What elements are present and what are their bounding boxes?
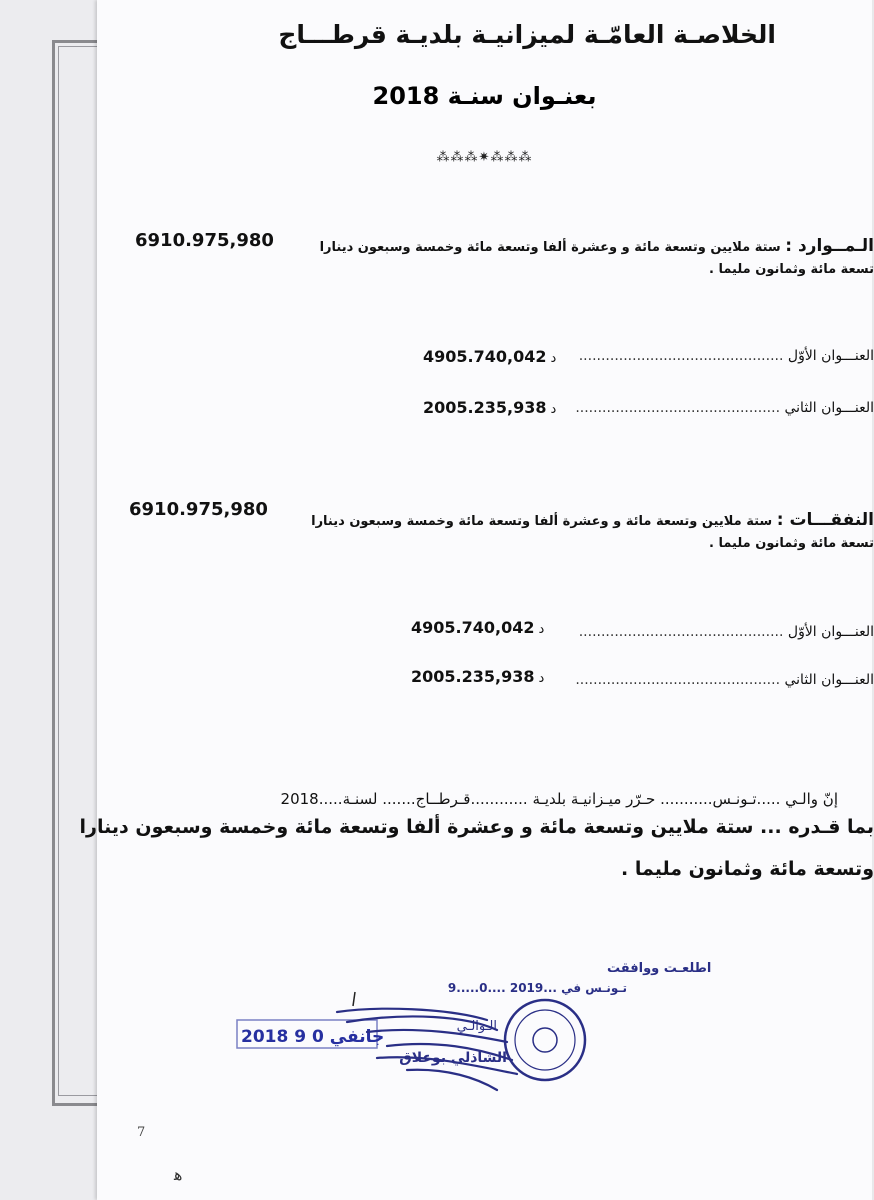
date-stamp-text: 2018 جانفي 0 9 bbox=[241, 1027, 385, 1047]
row-label: العنـــوان الأوّل bbox=[787, 624, 874, 640]
amount-value: 4905.740,042 bbox=[411, 618, 535, 637]
row-leader: .............................................. bbox=[578, 624, 784, 640]
row-leader: .............................................. bbox=[575, 400, 781, 416]
approval-date: تـونـس في ...2019 ....0.....9 bbox=[447, 981, 627, 995]
expenses-text-continued: تسعة مائة وثمانون مليما . bbox=[708, 536, 874, 551]
conclusion-line-2: بما قـدره ... ستة ملايين وتسعة مائة و وعشرة ألفا وتسعة مائة وخمسة وسبعون دينارا bbox=[79, 816, 874, 838]
expenses-label: النفقـــات : bbox=[776, 510, 874, 530]
approval-stamp bbox=[448, 961, 711, 996]
currency-symbol: د bbox=[538, 671, 545, 686]
row-label: العنـــوان الأوّل bbox=[787, 348, 874, 364]
conclusion-line-1: إنّ والـي .....تـونـس........... حـرّر ميـزانيـة بلديـة ............قـرطــاج....... لسنـة.....2018 bbox=[280, 790, 838, 808]
signer-role: الـوالـي bbox=[456, 1019, 497, 1034]
expenses-line bbox=[311, 510, 874, 530]
resources-row-1 bbox=[579, 348, 874, 364]
document-subtitle: بعنـوان سنـة 2018 bbox=[372, 82, 597, 110]
amount-value: 2005.235,938 bbox=[411, 667, 535, 686]
currency-symbol: د bbox=[550, 402, 557, 417]
expenses-total: 6910.975,980 bbox=[129, 499, 268, 520]
bottom-mark: ﻫ bbox=[174, 1165, 183, 1184]
official-seal bbox=[505, 1000, 585, 1080]
expenses-row-1 bbox=[579, 624, 874, 640]
resources-row-2-amount bbox=[423, 398, 556, 417]
currency-symbol: د bbox=[538, 622, 545, 637]
conclusion-line-3: وتسعة مائة وثمانون مليما . bbox=[621, 858, 874, 880]
document-sheet bbox=[79, 0, 874, 1200]
resources-row-2 bbox=[575, 400, 874, 416]
resources-row-1-amount bbox=[423, 347, 556, 366]
resources-line bbox=[320, 236, 874, 256]
signer-name: الشاذلي بوعلاق bbox=[399, 1050, 507, 1066]
row-label: العنـــوان الثاني bbox=[784, 400, 874, 416]
resources-label: الـمــوارد : bbox=[785, 236, 874, 256]
amount-value: 2005.235,938 bbox=[423, 398, 547, 417]
expenses-row-2-amount bbox=[411, 667, 544, 686]
expenses-text: ستة ملايين وتسعة مائة و وعشرة ألفا وتسعة مائة وخمسة وسبعون دينارا bbox=[311, 514, 773, 529]
page-number: 7 bbox=[137, 1125, 146, 1140]
ornament-divider: ⁂⁂⁂✷⁂⁂⁂ bbox=[436, 150, 533, 165]
resources-text: ستة ملايين وتسعة مائة و وعشرة ألفا وتسعة مائة وخمسة وسبعون دينارا bbox=[319, 240, 781, 255]
expenses-row-1-amount bbox=[411, 618, 544, 637]
amount-value: 4905.740,042 bbox=[423, 347, 547, 366]
row-leader: .............................................. bbox=[575, 672, 781, 688]
date-stamp bbox=[237, 1020, 384, 1048]
resources-text-continued: تسعة مائة وثمانون مليما . bbox=[708, 262, 874, 277]
stamp-signature-area bbox=[227, 950, 712, 1110]
resources-total: 6910.975,980 bbox=[135, 230, 274, 251]
row-label: العنـــوان الثاني bbox=[784, 672, 874, 688]
document-title: الخلاصـة العامّـة لميزانيـة بلديـة قرطـــاج bbox=[278, 20, 776, 49]
approval-title: اطلعـت ووافقت bbox=[607, 961, 712, 976]
row-leader: .............................................. bbox=[578, 348, 784, 364]
expenses-row-2 bbox=[575, 672, 874, 688]
currency-symbol: د bbox=[550, 351, 557, 366]
